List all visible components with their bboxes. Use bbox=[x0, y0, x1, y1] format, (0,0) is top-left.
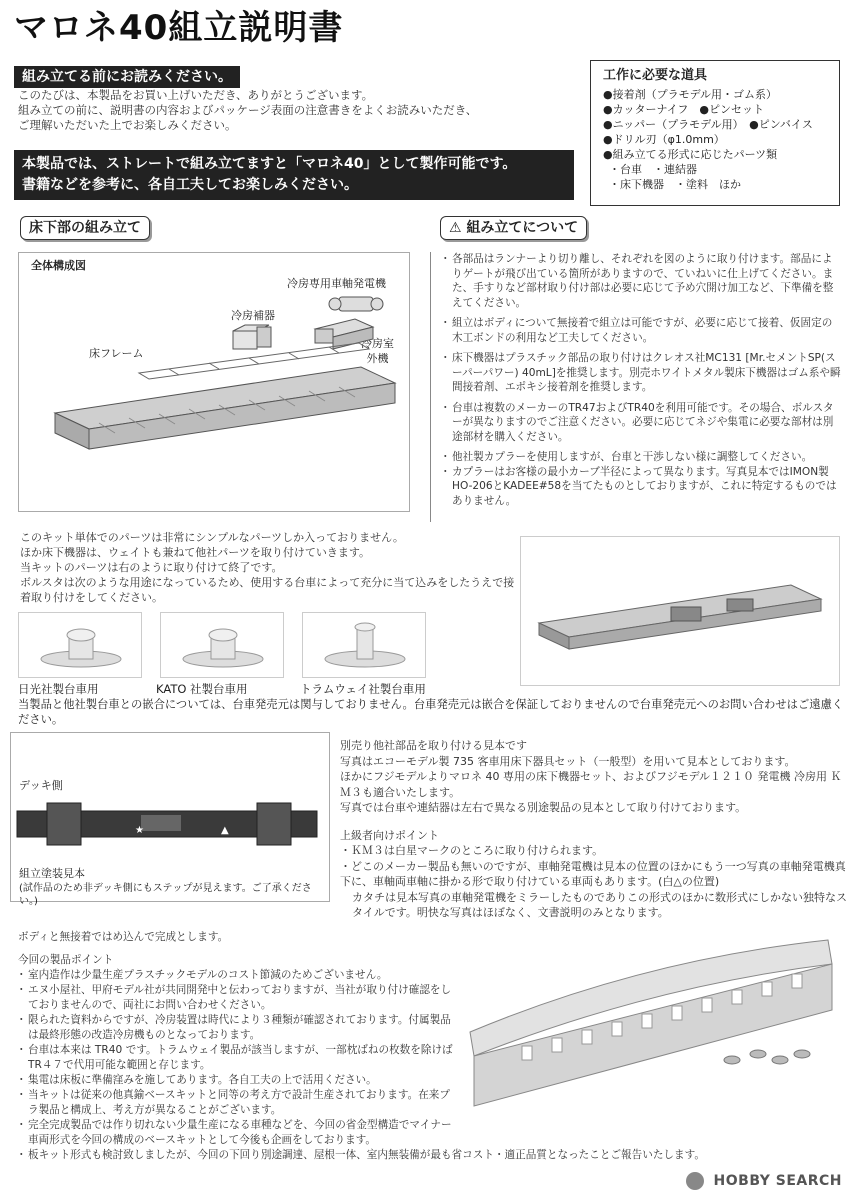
tools-list bbox=[603, 87, 827, 192]
assembly-note: ・ 台車は複数のメーカーのTR47およびTR40を利用可能です。その場合、ボルスターが異なりますのでご注意ください。必要に応じてネジや集電に必要な部材は別途部材を購入ください。 bbox=[440, 401, 842, 445]
product-point: ・ 台車は本来は TR40 です。トラムウェイ製品が該当しますが、一部枕ばねの枚数を除けば TR４７で代用可能な範囲と存じます。 bbox=[18, 1043, 458, 1073]
bolster-caption-nikko: 日光社製台車用 bbox=[18, 682, 99, 696]
tool-item: ●接着剤（プラモデル用・ゴム系） bbox=[603, 88, 778, 102]
bolster-caption-kato: KATO 社製台車用 bbox=[156, 682, 248, 696]
white-star-mark: ★ bbox=[135, 825, 144, 836]
assembly-note: ・ 組立はボディについて無接着で組立は可能ですが、必要に応じて接着、仮固定の木工ボンドの利用など工夫してください。 bbox=[440, 316, 842, 345]
floor-photo-illustration bbox=[521, 537, 839, 685]
bolster-image-nikko bbox=[18, 612, 142, 678]
banner-line-1: 本製品では、ストレートで組み立てますと「マロネ40」として製作可能です。 bbox=[22, 156, 517, 172]
bolster-image-tramway bbox=[302, 612, 426, 678]
intro-body: このたびは、本製品をお買い上げいただき、ありがとうございます。 組み立ての前に、説明書の内容およびパッケージ表面の注意書きをよくお読みいただき、 ご理解いただいた上でお楽しみください。 bbox=[18, 88, 478, 133]
bolster-illustration bbox=[303, 613, 425, 677]
label-floor-frame: 床フレーム bbox=[89, 347, 144, 360]
section-assembly-label: 組み立てについて bbox=[466, 220, 579, 236]
product-point: ・ 当キットは従来の他真鍮ベースキットと同等の考え方で設計生産されております。在来プラ製品と構成上、考え方が異なることがございます。 bbox=[18, 1088, 458, 1118]
completion-note: ボディと無接着ではめ込んで完成とします。 bbox=[18, 931, 229, 943]
bogie-compat-note: 当製品と他社製台車との嵌合については、台車発売元は関与しておりません。台車発売元は嵌合を保証しておりませんので台車発売元へのお問い合わせはご遠慮ください。 bbox=[18, 698, 844, 726]
deck-side-label: デッキ側 bbox=[19, 779, 63, 792]
exploded-diagram bbox=[18, 252, 410, 512]
bolster-illustration bbox=[161, 613, 283, 677]
label-outdoor-unit: 冷房室 外機 bbox=[361, 337, 394, 365]
points-heading: 今回の製品ポイント bbox=[18, 954, 114, 966]
diagram-title: 全体構成図 bbox=[31, 259, 86, 272]
advanced-title: 上級者向けポイント bbox=[340, 828, 439, 842]
sample-desc-line: 別売り他社部品を取り付ける見本です bbox=[340, 739, 527, 752]
watermark bbox=[686, 1172, 842, 1190]
label-generator: 冷房専用車軸発電機 bbox=[287, 277, 386, 290]
advanced-point: カタチは見本写真の車軸発電機をミラーしたものでありこの形式のほかに数形式にしかない独特なスタイルです。明快な写真はほぼなく、文書説明のみとなります。 bbox=[352, 890, 847, 919]
advanced-point: ・どこのメーカー製品も無いのですが、車軸発電機は見本の位置のほかにもう一つ写真の車軸発電機真下に、車軸両車軸に掛かる形で取り付けている車両もあります。(白△の位置) bbox=[340, 859, 846, 888]
assembly-note: ・ 他社製カプラーを使用しますが、台車と干渉しない様に調整してください。 bbox=[440, 450, 842, 465]
assembly-note: ・ 各部品はランナーより切り離し、それぞれを図のように取り付けます。部品によりゲートが飛び出ている箇所がありますので、ていねいに仕上げてください。また、手すりなど部材取り付け部は必要に応じて予め穴開け加工など、下準備を整えてください。 bbox=[440, 252, 842, 310]
intro-heading bbox=[14, 66, 240, 88]
floor-photo bbox=[520, 536, 840, 686]
car-body-image bbox=[462, 936, 844, 1126]
sample-desc-line: ほかにフジモデルよりマロネ 40 専用の床下機器セット、およびフジモデル１２１０ 発電機 冷房用 ＫＭ３も適合いたします。 bbox=[340, 770, 842, 799]
section-assembly-pill bbox=[440, 216, 587, 240]
assembly-note: ・ カプラーはお客様の最小カーブ半径によって異なります。写真見本ではIMON製HO-206とKADEE#58を当てたものとしておりますが、これに特定するものではありません。 bbox=[440, 465, 842, 509]
product-point: ・ エヌ小屋社、甲府モデル社が共同開発中と伝わっておりますが、当社が取り付け確認をしておりませんので、両社にお問い合わせください。 bbox=[18, 983, 458, 1013]
bolster-illustration bbox=[19, 613, 141, 677]
parts-note-line: ほか床下機器は、ウェイトも兼ねて他社パーツを取り付けていきます。 bbox=[20, 546, 370, 559]
product-point: ・ 集電は床板に準備窪みを施してあります。各自工夫の上で活用ください。 bbox=[18, 1073, 458, 1088]
parts-note-line: このキット単体でのパーツは非常にシンプルなパーツしか入っておりません。 bbox=[20, 531, 404, 544]
label-aux-unit: 冷房補器 bbox=[231, 309, 275, 322]
assembly-note: ・ 床下機器はプラスチック部品の取り付けはクレオス社MC131 [Mr.セメントSP(スーパーパワー) 40mL]を推奨します。別売ホワイトメタル製床下機器はゴム系や瞬間接着剤、エポキシ接着剤を推奨します。 bbox=[440, 351, 842, 395]
sample-desc-line: 写真はエコーモデル製 735 客車用床下器具セット（一般型）を用いて見本としております。 bbox=[340, 754, 796, 768]
diagram-illustration bbox=[19, 253, 409, 511]
product-point: ・ 板キット形式も検討致しましたが、今回の下回り別途調達、屋根一体、室内無装備が最も省コスト・適正品質となったことご報告いたします。 bbox=[18, 1148, 838, 1163]
banner-line-2: 書籍などを参考に、各自工夫してお楽しみください。 bbox=[22, 177, 358, 193]
generator-part bbox=[329, 297, 383, 311]
sample-photo-box bbox=[10, 732, 330, 908]
underfloor-photo bbox=[11, 793, 329, 853]
sample-label: 組立塗装見本 bbox=[19, 867, 85, 880]
sample-note: (試作品のため非デッキ側にもステップが見えます。ご了承ください。) bbox=[19, 883, 312, 908]
tool-item: ・台車 ・連結器 bbox=[609, 163, 697, 177]
tools-title: 工作に必要な道具 bbox=[603, 68, 708, 83]
product-points bbox=[18, 930, 705, 1163]
tools-box bbox=[590, 60, 840, 206]
floor-plate-part bbox=[55, 367, 395, 449]
page-title: マロネ40組立説明書 bbox=[14, 8, 344, 48]
hobby-search-logo-icon bbox=[686, 1172, 704, 1190]
section-divider bbox=[430, 252, 431, 522]
section-floor-label: 床下部の組み立て bbox=[20, 216, 150, 240]
outer-unit-part bbox=[315, 319, 373, 349]
car-body-illustration bbox=[462, 936, 844, 1126]
tool-item: ●組み立てる形式に応じたパーツ類 bbox=[603, 148, 778, 162]
white-triangle-mark: ▲ bbox=[221, 825, 229, 836]
intro-heading-label: 組み立てる前にお読みください。 bbox=[14, 66, 240, 88]
section-assembly-tag bbox=[440, 216, 587, 240]
parts-note bbox=[20, 530, 520, 605]
parts-note-line: 当キットのパーツは右のように取り付けて終了です。 bbox=[20, 561, 283, 574]
aux-unit-part bbox=[233, 325, 271, 349]
product-point: ・ 限られた資料からですが、冷房装置は時代により３種類が確認されております。付属製品は最終形態の改造冷房機ものとなっております。 bbox=[18, 1013, 458, 1043]
bolster-caption-tramway: トラムウェイ社製台車用 bbox=[300, 682, 426, 696]
sample-description bbox=[340, 738, 848, 921]
parts-note-line: ボルスタは次のような用途になっているため、使用する台車によって充分に当て込みをしたうえで接着取り付けをしてください。 bbox=[20, 576, 515, 604]
product-point: ・ 室内造作は少量生産プラスチックモデルのコスト節減のためございません。 bbox=[18, 968, 458, 983]
warning-icon: ⚠ bbox=[449, 220, 462, 236]
notice-banner bbox=[14, 150, 574, 200]
tool-item: ●カッターナイフ ●ピンセット bbox=[603, 103, 764, 117]
sample-desc-line: 写真では台車や連結器は左右で異なる別途製品の見本として取り付けております。 bbox=[340, 801, 747, 814]
accessory-parts bbox=[724, 1050, 810, 1064]
tool-item: ●ドリル刃（φ1.0mm） bbox=[603, 133, 725, 147]
bolster-image-kato bbox=[160, 612, 284, 678]
advanced-point: ・ＫＭ３は白星マークのところに取り付けられます。 bbox=[340, 844, 604, 857]
section-floor-tag bbox=[20, 216, 150, 240]
tool-item: ・床下機器 ・塗料 ほか bbox=[609, 178, 741, 192]
watermark-text: HOBBY SEARCH bbox=[713, 1172, 842, 1189]
product-point: ・ 完全完成製品では作り切れない少量生産になる車種などを、今回の省金型構造でマイナー車両形式を今回の構成のベースキットとして今後も企画をしております。 bbox=[18, 1118, 458, 1148]
tool-item: ●ニッパー（プラモデル用） ●ピンバイス bbox=[603, 118, 813, 132]
assembly-notes bbox=[440, 252, 842, 514]
